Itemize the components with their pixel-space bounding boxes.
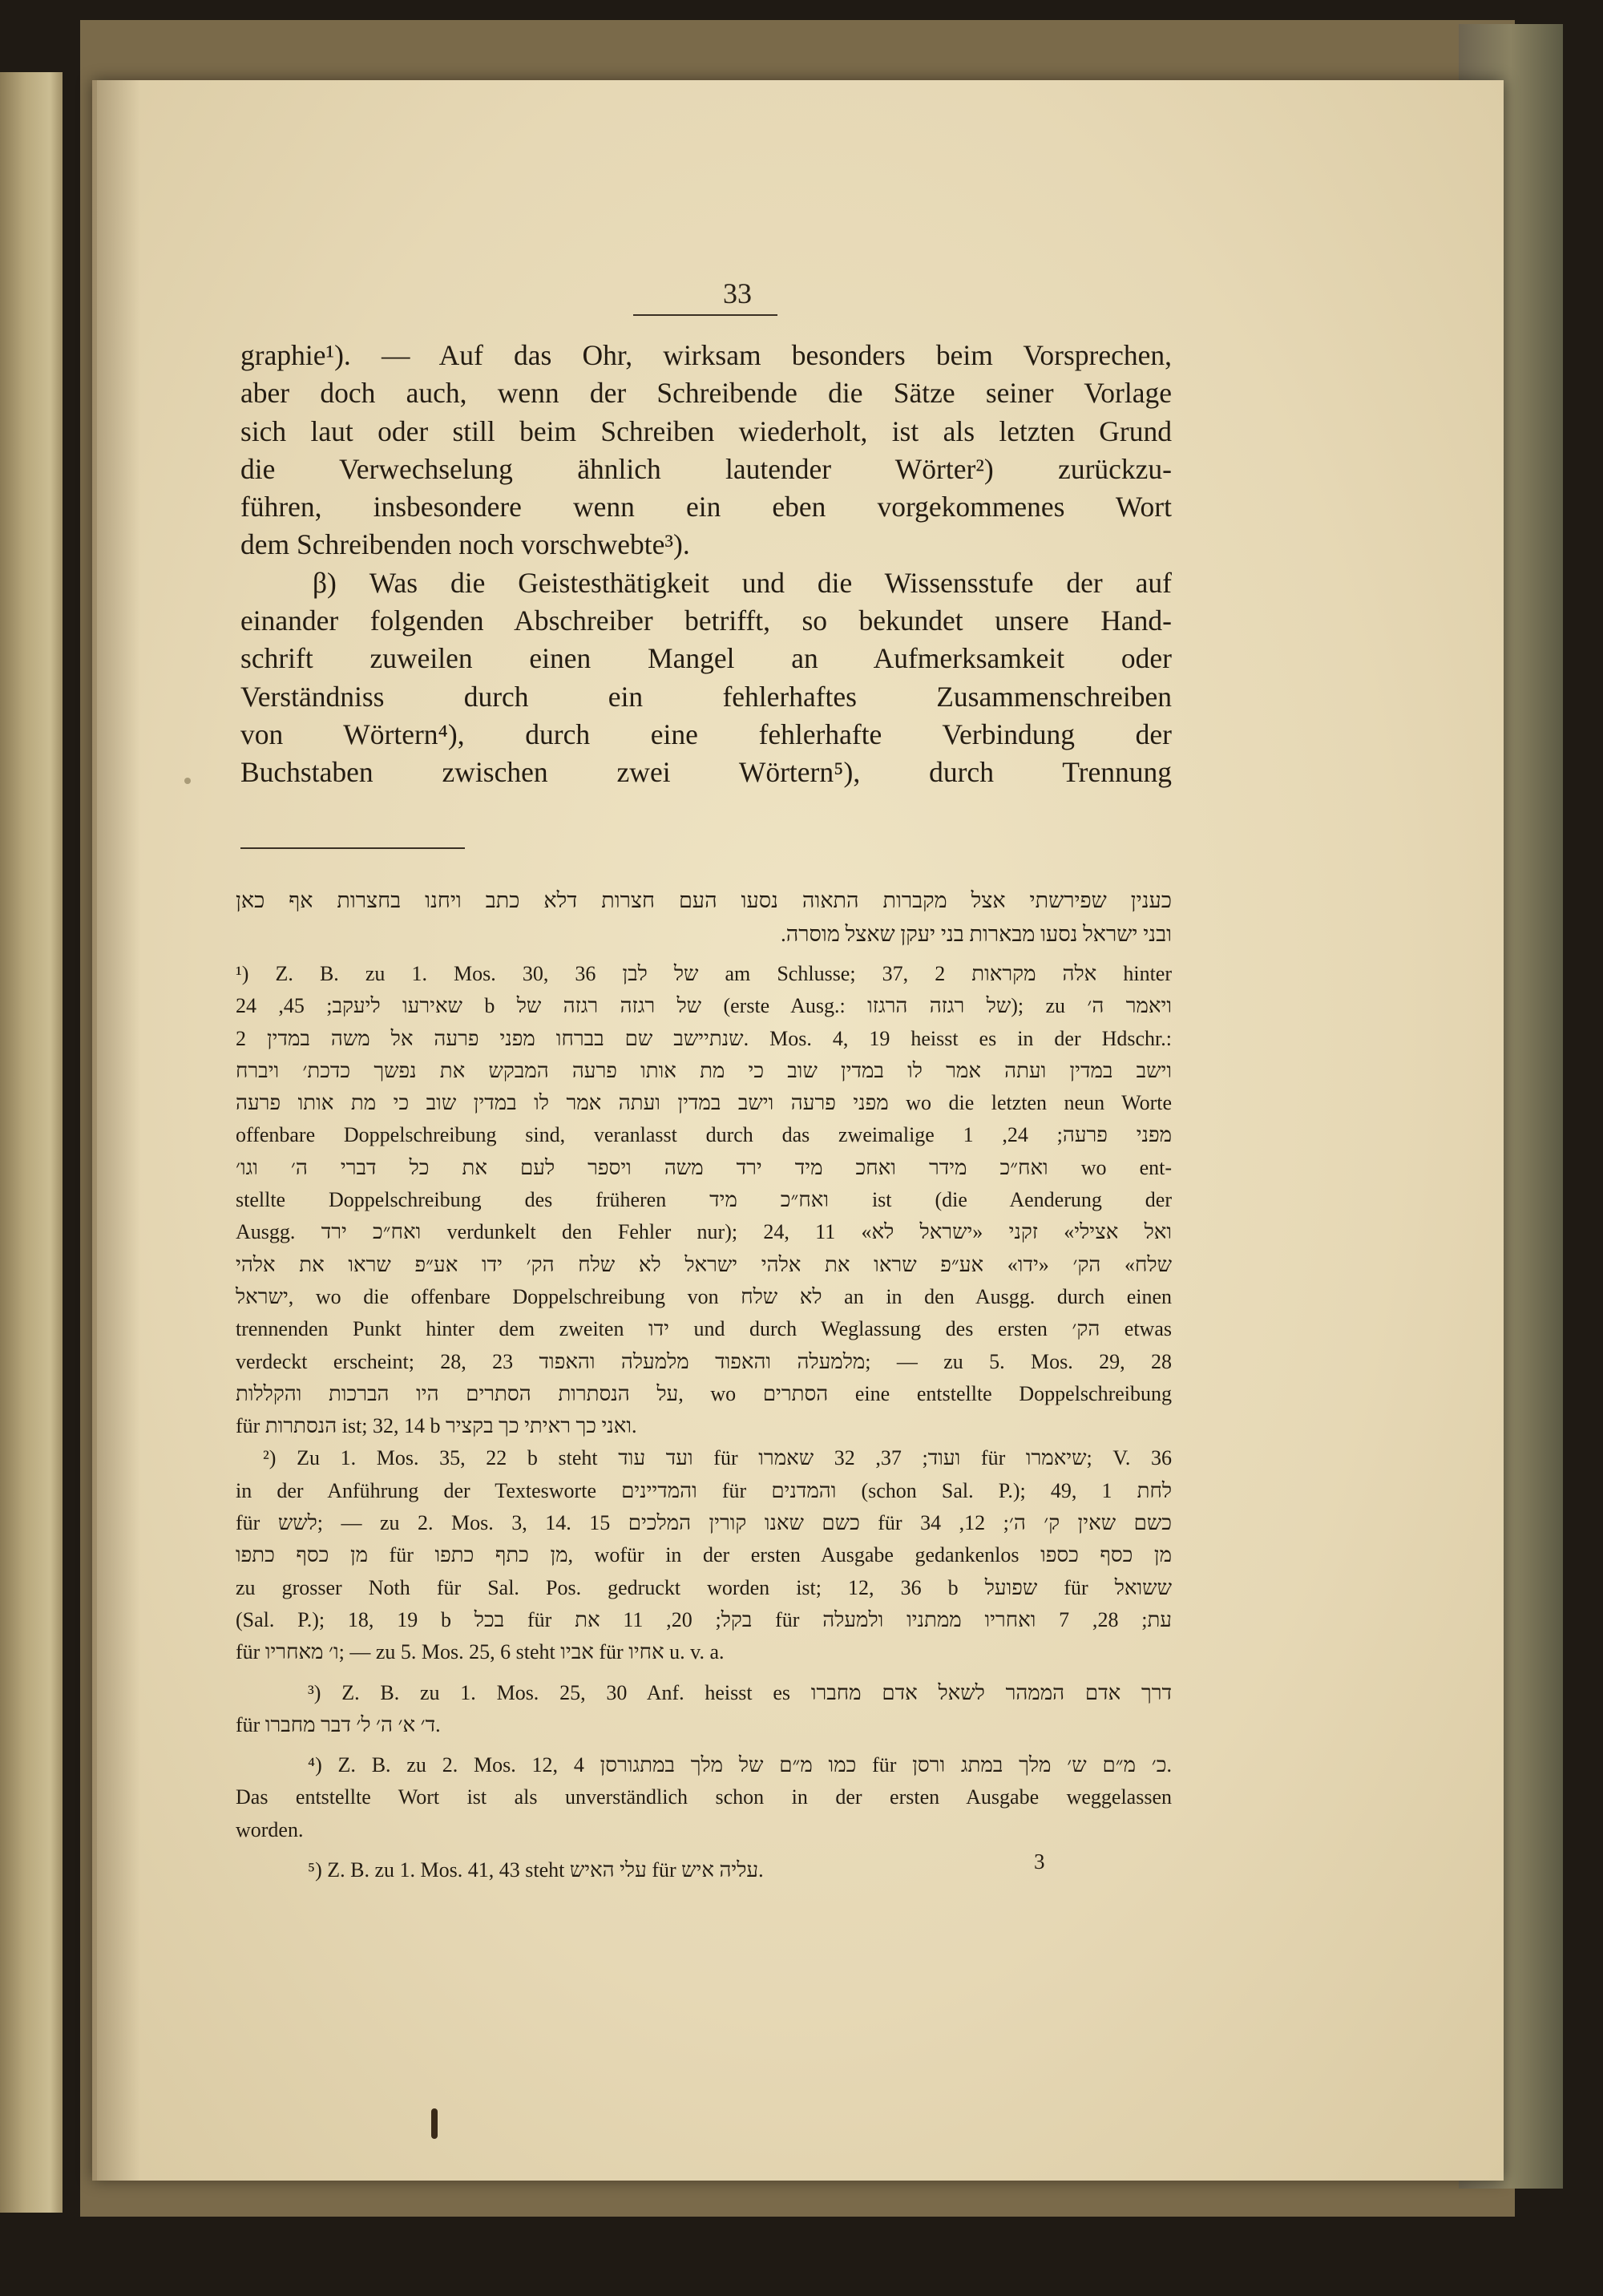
footnote-2-line: in der Anführung der Textesworte והמדיינים für והמדנים (schon Sal. P.); 49, 1 לחת [236, 1478, 1172, 1502]
footnote-1-line: stellte Doppelschreibung des früheren ואח״כ מיד ist (die Aenderung der [236, 1188, 1172, 1212]
footnote-3-line: ³) Z. B. zu 1. Mos. 25, 30 Anf. heisst es דרך אדם הממהר לשאל אדם מחברו [308, 1680, 1172, 1704]
signature-mark: 3 [1034, 1849, 1045, 1874]
main-line: Verständniss durch ein fehlerhaftes Zusammenschreiben [240, 680, 1172, 713]
ink-blot [431, 2108, 438, 2139]
footnote-2-line: für ו׳ מאחריו; — zu 5. Mos. 25, 6 steht אביו für אחיו u. v. a. [236, 1640, 725, 1664]
footnote-1-line: offenbare Doppelschreibung sind, veranlasst durch das zweimalige מפני פרעה; 24, 1 [236, 1123, 1172, 1147]
footnote-separator [240, 847, 465, 849]
footnote-4-line: worden. [236, 1817, 304, 1841]
footnote-1-line: für הנסתרות ist; 32, 14 b ואני כך ראיתי כך בקציר. [236, 1414, 637, 1438]
footnotes [236, 958, 1172, 1886]
main-line: sich laut oder still beim Schreiben wiederholt, ist als letzten Grund [240, 414, 1172, 447]
footnote-1-line: verdeckt erscheint; 28, 23 מלמעלה והאפוד מלמעלה והאפוד; — zu 5. Mos. 29, 28 [236, 1349, 1172, 1373]
footnote-1-line: trennenden Punkt hinter dem zweiten ידו und durch Weglassung des ersten הק׳ etwas [236, 1317, 1172, 1341]
main-line: aber doch auch, wenn der Schreibende die Sätze seiner Vorlage [240, 377, 1172, 410]
main-line: führen, insbesondere wenn ein eben vorgekommenes Wort [240, 491, 1172, 523]
footnote-1-line: ישראל, wo die offenbare Doppelschreibung von לא שלח an in den Ausgg. durch einen [236, 1284, 1172, 1308]
footnote-4-line: ⁴) Z. B. zu 2. Mos. 12, 4 כמו מ״ם של מלך במתגורסן für כ׳ מ״ם ש׳ מלך במתג ורסן. [308, 1753, 1172, 1777]
main-line: schrift zuweilen einen Mangel an Aufmerksamkeit oder [240, 642, 1172, 675]
main-line: dem Schreibenden noch vorschwebte³). [240, 528, 690, 561]
footnote-5-line: ⁵) Z. B. zu 1. Mos. 41, 43 steht עלי האיש für עליה איש. [308, 1858, 764, 1882]
footnote-2-line: (Sal. P.); 18, 19 b בכל für בקל; 20, 11 את für עת; 28, 7 ואחריו ממתניו ולמעלה [236, 1607, 1173, 1631]
page-number-rule [633, 314, 777, 316]
footnote-1-line: שלח» הק׳ «ידו» אע״פ שראו את אלהי ישראל לא שלח הק׳ ידו אע״פ שראו את אלהי [236, 1252, 1172, 1276]
main-line: β) Was die Geistesthätigkeit und die Wissensstufe der auf [313, 566, 1172, 599]
hebrew-quote [236, 883, 1172, 951]
footnote-3-line: für ד׳ א׳ ה׳ ל׳ דבר מחברו. [236, 1712, 441, 1736]
margin-mark [184, 778, 191, 784]
main-line: einander folgenden Abschreiber betrifft, so bekundet unsere Hand- [240, 604, 1172, 637]
footnote-4-line: Das entstellte Wort ist als unverständlich schon in der ersten Ausgabe weggelassen [236, 1785, 1172, 1809]
footnote-1-line: מפני פרעה וישב במדין ועתה אמר לו במדין שוב כי מת אותו פרעה wo die letzten neun Worte [236, 1091, 1172, 1115]
main-line: von Wörtern⁴), durch eine fehlerhafte Verbindung der [240, 718, 1172, 750]
hebrew-line: ובני ישראל נסעו מבארות בני יעקן שאצל מוסרה. [781, 922, 1172, 946]
main-line: Buchstaben zwischen zwei Wörtern⁵), durch Trennung [240, 756, 1172, 789]
footnote-2-line: ²) Zu 1. Mos. 35, 22 b steht ועד עוד für ועוד; 37, 32 שאמרו für שיאמרו; V. 36 [263, 1446, 1172, 1470]
hebrew-line: כענין שפירשתי אצל מקברות התאוה נסעו העם חצרות דלא כתב ויחנו בחצרות אף כאן [236, 888, 1172, 912]
footnote-2-line: für לשש; — zu 2. Mos. 3, 14. 15 כשם שאנו קורין המלכים für כשם שאין ק׳ ה׳; 12, 34 [236, 1511, 1172, 1535]
main-text [240, 337, 1172, 792]
footnote-1-line: Ausgg. ואח״כ ירד verdunkelt den Fehler nur); 24, 11 «ואל אצילי» זקני «ישראל לא [236, 1220, 1173, 1244]
footnote-2-line: מן כסף כתפו für מן כתף כתפו, wofür in der ersten Ausgabe gedankenlos מן כסף כספו [236, 1543, 1172, 1567]
main-line: graphie¹). — Auf das Ohr, wirksam besonders beim Vorsprechen, [240, 339, 1172, 371]
page-number: 33 [723, 277, 752, 309]
footnote-1-line: ואח״כ מידר ואחכ מיד ירד משה ויספר לעם את כל דברי ה׳ וגו׳ wo ent- [236, 1155, 1172, 1179]
footnote-1-line: וישב במדין ועתה אמר לו במדין שוב כי מת אותו פרעה המבקש את נפשך כדכת׳ ויברח [236, 1058, 1172, 1082]
footnote-1-line: שאירעו ליעקב; 45, 24 b של רגזה רגזה של (erste Ausg.: של רגזה הרגזו); zu ויאמר ה׳ [236, 994, 1172, 1018]
footnote-1-line: שנתיישב שם בברחו מפני פרעה אל משה במדין 2. Mos. 4, 19 heisst es in der Hdschr.: [236, 1026, 1172, 1050]
footnote-2-line: zu grosser Noth für Sal. Pos. gedruckt worden ist; 12, 36 b שפועל für ששואל [236, 1575, 1172, 1599]
left-page-edge [0, 72, 63, 2213]
gutter-shadow [92, 80, 140, 2181]
footnote-1-line: על הנסתרות הסתרים היו הברכות והקללות, wo הסתרים eine entstellte Doppelschreibung [236, 1381, 1173, 1405]
main-line: die Verwechselung ähnlich lautender Wörter²) zurückzu- [240, 452, 1172, 485]
footnote-1-line: ¹) Z. B. zu 1. Mos. 30, 36 של לבן am Schlusse; 37, 2 אלה מקראות hinter [236, 962, 1172, 985]
